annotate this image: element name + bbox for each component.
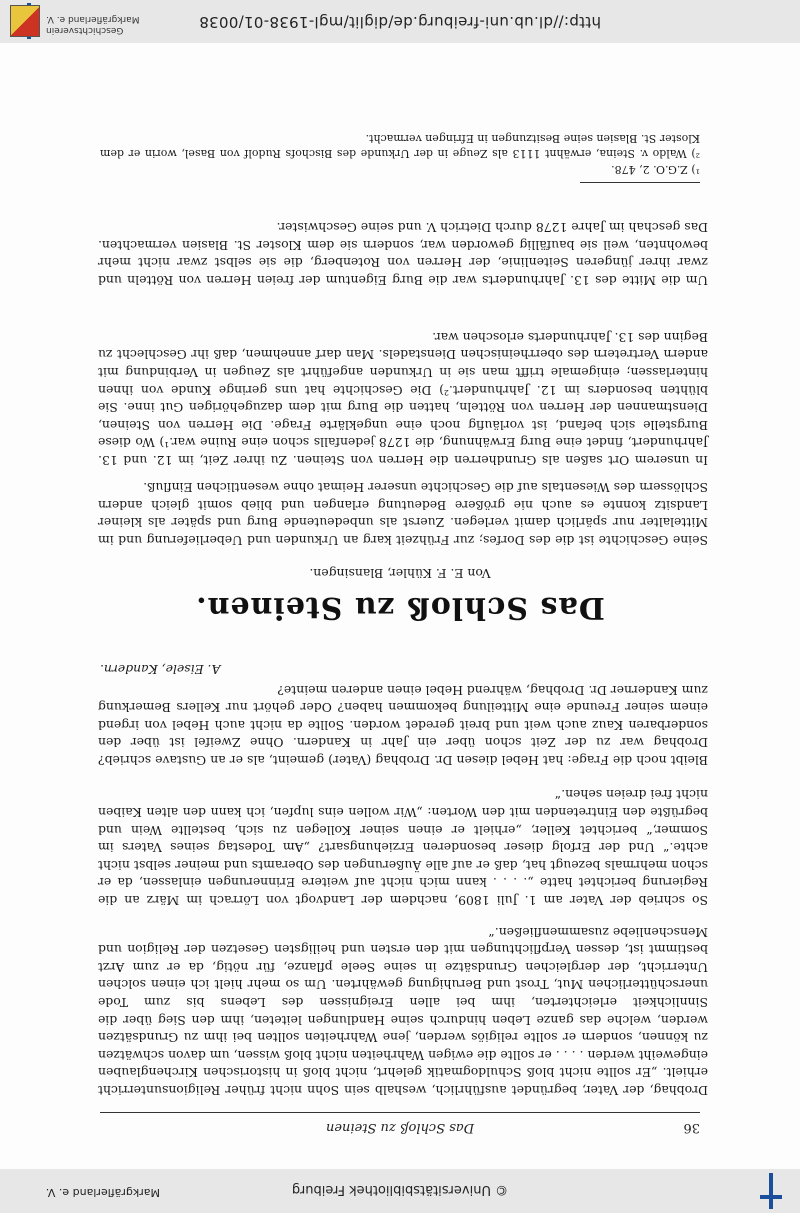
permalink-url[interactable]: http://dl.ub.uni-freiburg.de/diglit/mgl-1938-01/0038 xyxy=(198,13,602,31)
paragraph: Um die Mitte des 13. Jahrhunderts war die Burg Eigentum der freien Herren von Rötteln und zwar ihrer jüngeren Seitenlinie, der Herren von Rotenberg, die sie selbst zwar nicht mehr bewohnten, weil sie baufällig geworden war, sondern sie dem Kloster St. Blasien vermachten. Das geschah im Jahre 1278 durch Dietrich V. und seine Geschwister. xyxy=(98,220,708,288)
header-rule xyxy=(100,1112,700,1113)
publisher-label: Markgräflerland e. V. xyxy=(45,1186,160,1199)
paragraph: Bleibt noch die Frage: hat Hebel diesen Dr. Drobhag (Vater) gemeint, als er an Gustave schrieb? Drobhag war zu der Zeit schon über ein Jahr in Kandern. Ohne Zweifel ist über den sonderbaren Kauz auch weit und breit geredet worden. Sollte da nicht auch Hebel von irgend einem seiner Freunde eine Mitteilung bekommen haben? Oder gehört nur Kellers Bemerkung zum Kanderner Dr. Drobhag, während Hebel einen anderen meinte? xyxy=(98,682,708,768)
footnote: ²) Waldo v. Steina, erwähnt 1113 als Zeuge in der Urkunde des Bischofs Rudolf von Basel, worin er dem Kloster St. Blasien seine Besitzungen in Efringen vermacht. xyxy=(100,132,700,160)
viewer-footer-bar xyxy=(0,0,800,43)
running-head-title: Das Schloß zu Steinen xyxy=(325,1120,475,1135)
coat-of-arms-icon xyxy=(10,5,40,37)
footnote: ¹) Z.G.O. 2, 478. xyxy=(611,163,700,176)
library-credit: © Universitätsbibliothek Freiburg xyxy=(291,1182,509,1197)
signature: A. Eisele, Kandern. xyxy=(100,662,221,677)
article-author: Von E. F. Kühler, Blansingen. xyxy=(309,566,491,581)
paragraph: In unserem Ort saßen als Grundherren die Herren von Steinen. Zu ihrer Zeit, im 12. und 13. Jahrhundert, findet eine Burg Erwähnung, die 1278 jedenfalls schon eine Ruine war.¹) Wo diese Burgstelle sich befand, ist vorläufig noch eine ungeklärte Frage. Die Herren von Steinen, Dienstmannen der Herren von Rötteln, hatten die Burg mit dem dazugehörigen Gut inne. Sie blühten besonders im 12. Jahrhundert.²) Die Geschichte hat uns geringe Kunde von ihnen hinterlassen; einigemale trifft man sie in Urkunden angeführt als Zeugen in Verbindung mit andern Vertretern des oberrheinischen Dienstadels. Man darf annehmen, daß ihr Geschlecht zu Beginn des 13. Jahrhunderts erloschen war. xyxy=(98,329,708,468)
footnote-rule xyxy=(580,182,700,183)
page-number: 36 xyxy=(683,1120,700,1135)
book-page xyxy=(0,43,800,1169)
paragraph: Drobhag, der Vater, begründet ausführlich, weshalb sein Sohn nicht früher Religionsunterricht erhielt. „Er sollte nicht bloß Schuldogmatik gelehrt, nicht bloß in historischen Kirchenglauben eingeweiht werden . . . . er sollte die ewigen Wahrheiten nicht bloß wissen, um davon schwätzen zu können, sondern er sollte religiös werden, jene Wahrheiten sollten bei ihm zu Grundsätzen werden, welche das ganze Leben hindurch seine Handlungen leiteten, ihm den Sieg über die Sinnlichkeit erleichterten, ihm bei allen Ereignissen des Lebens bis zum Tode unerschütterlichen Mut, Trost und Beruhigung gewährten. Um so mehr hielt ich einen solchen Unterricht, der dergleichen Grundsätze in seine Seele pflanze, für nötig, da er zum Arzt bestimmt ist, dessen Verpflichtungen mit den ersten und heiligsten Gesetzen der Religion und Menschenliebe zusammenfließen.“ xyxy=(98,924,708,1098)
paragraph: Seine Geschichte ist die des Dorfes; zur Frühzeit karg an Urkunden und Ueberlieferung und im Mittelalter nur spärlich damit verlegen. Zuerst als unbedeutende Burg und später als kleiner Landsitz konnte es auch nie größere Bedeutung erlangen und blieb somit gleich andern Schlössern des Wiesentals auf die Geschichte unserer Heimat ohne wesentlichen Einfluß. xyxy=(98,480,708,548)
library-logo-icon xyxy=(760,1173,782,1209)
society-label: Geschichtsverein Markgräflerland e. V. xyxy=(46,14,140,35)
article-title: Das Schloß zu Steinen. xyxy=(195,590,605,625)
paragraph: So schrieb der Vater am 1. Juli 1809, nachdem der Landvogt von Lörrach im März an die Regierung berichtet hatte „. . . . kann mich nicht auf weitere Erinnerungen einlassen, da er schon mehrmals bezeugt hat, daß er auf alle Äußerungen des Oberamts und meiner selbst nicht achte.“ Und der Erfolg dieser besonderen Erziehungsart? „Am Todestag seines Vaters im Sommer,“ berichtet Keller, „erhielt er einen seiner Kollegen zu sich, bestellte Wein und begrüßte den Eintretenden mit den Worten: „Wir wollen eins lupfen, ich kann den alten Kaiben nicht frei dreien sehen.“ xyxy=(98,787,708,908)
viewer-header-bar xyxy=(0,1169,800,1213)
